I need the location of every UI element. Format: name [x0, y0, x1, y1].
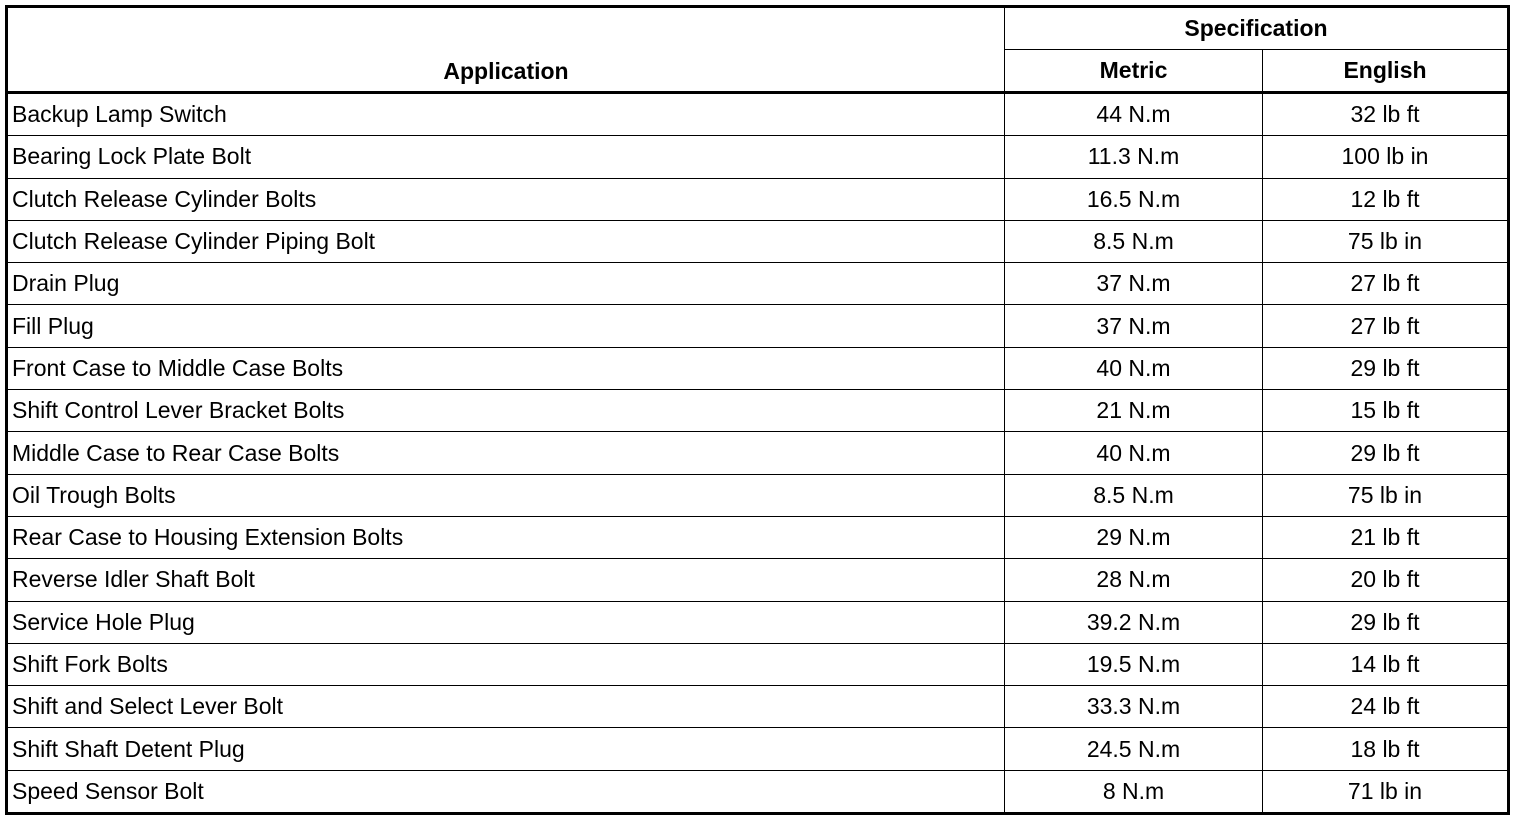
- cell-application: Speed Sensor Bolt: [7, 770, 1005, 813]
- cell-english: 71 lb in: [1263, 770, 1509, 813]
- cell-metric: 8.5 N.m: [1005, 474, 1263, 516]
- table-row: [7, 728, 1509, 770]
- spec-table-container: [5, 5, 1507, 815]
- header-english: English: [1263, 50, 1509, 93]
- cell-application: Bearing Lock Plate Bolt: [7, 136, 1005, 178]
- table-row: [7, 390, 1509, 432]
- cell-metric: 16.5 N.m: [1005, 178, 1263, 220]
- cell-metric: 33.3 N.m: [1005, 686, 1263, 728]
- cell-english: 27 lb ft: [1263, 305, 1509, 347]
- table-row: [7, 263, 1509, 305]
- cell-metric: 24.5 N.m: [1005, 728, 1263, 770]
- fastener-spec-table: [5, 5, 1510, 815]
- cell-metric: 40 N.m: [1005, 432, 1263, 474]
- cell-english: 14 lb ft: [1263, 643, 1509, 685]
- cell-application: Shift Control Lever Bracket Bolts: [7, 390, 1005, 432]
- cell-metric: 21 N.m: [1005, 390, 1263, 432]
- cell-english: 100 lb in: [1263, 136, 1509, 178]
- table-row: [7, 347, 1509, 389]
- cell-english: 18 lb ft: [1263, 728, 1509, 770]
- cell-application: Service Hole Plug: [7, 601, 1005, 643]
- cell-application: Clutch Release Cylinder Piping Bolt: [7, 220, 1005, 262]
- table-row: [7, 432, 1509, 474]
- cell-metric: 39.2 N.m: [1005, 601, 1263, 643]
- cell-application: Shift and Select Lever Bolt: [7, 686, 1005, 728]
- table-header: [7, 7, 1509, 93]
- cell-metric: 28 N.m: [1005, 559, 1263, 601]
- cell-english: 32 lb ft: [1263, 93, 1509, 136]
- cell-english: 12 lb ft: [1263, 178, 1509, 220]
- table-row: [7, 178, 1509, 220]
- table-row: [7, 770, 1509, 813]
- cell-english: 21 lb ft: [1263, 516, 1509, 558]
- table-body: [7, 93, 1509, 814]
- table-row: [7, 305, 1509, 347]
- cell-application: Fill Plug: [7, 305, 1005, 347]
- cell-english: 75 lb in: [1263, 474, 1509, 516]
- cell-application: Oil Trough Bolts: [7, 474, 1005, 516]
- table-row: [7, 559, 1509, 601]
- table-row: [7, 601, 1509, 643]
- table-row: [7, 516, 1509, 558]
- cell-metric: 37 N.m: [1005, 305, 1263, 347]
- cell-english: 29 lb ft: [1263, 432, 1509, 474]
- table-row: [7, 136, 1509, 178]
- cell-english: 24 lb ft: [1263, 686, 1509, 728]
- cell-application: Clutch Release Cylinder Bolts: [7, 178, 1005, 220]
- table-row: [7, 474, 1509, 516]
- cell-english: 29 lb ft: [1263, 601, 1509, 643]
- header-row-top: [7, 7, 1509, 50]
- header-specification: Specification: [1005, 7, 1509, 50]
- table-row: [7, 686, 1509, 728]
- cell-english: 29 lb ft: [1263, 347, 1509, 389]
- cell-application: Drain Plug: [7, 263, 1005, 305]
- cell-metric: 8.5 N.m: [1005, 220, 1263, 262]
- table-row: [7, 220, 1509, 262]
- cell-english: 75 lb in: [1263, 220, 1509, 262]
- header-metric: Metric: [1005, 50, 1263, 93]
- table-row: [7, 643, 1509, 685]
- cell-application: Front Case to Middle Case Bolts: [7, 347, 1005, 389]
- cell-application: Shift Shaft Detent Plug: [7, 728, 1005, 770]
- header-application: Application: [7, 7, 1005, 93]
- cell-english: 27 lb ft: [1263, 263, 1509, 305]
- cell-application: Rear Case to Housing Extension Bolts: [7, 516, 1005, 558]
- cell-metric: 29 N.m: [1005, 516, 1263, 558]
- table-row: [7, 93, 1509, 136]
- cell-application: Reverse Idler Shaft Bolt: [7, 559, 1005, 601]
- cell-english: 20 lb ft: [1263, 559, 1509, 601]
- cell-metric: 19.5 N.m: [1005, 643, 1263, 685]
- cell-metric: 44 N.m: [1005, 93, 1263, 136]
- cell-metric: 8 N.m: [1005, 770, 1263, 813]
- cell-application: Middle Case to Rear Case Bolts: [7, 432, 1005, 474]
- cell-english: 15 lb ft: [1263, 390, 1509, 432]
- cell-metric: 37 N.m: [1005, 263, 1263, 305]
- cell-application: Shift Fork Bolts: [7, 643, 1005, 685]
- cell-metric: 11.3 N.m: [1005, 136, 1263, 178]
- cell-application: Backup Lamp Switch: [7, 93, 1005, 136]
- cell-metric: 40 N.m: [1005, 347, 1263, 389]
